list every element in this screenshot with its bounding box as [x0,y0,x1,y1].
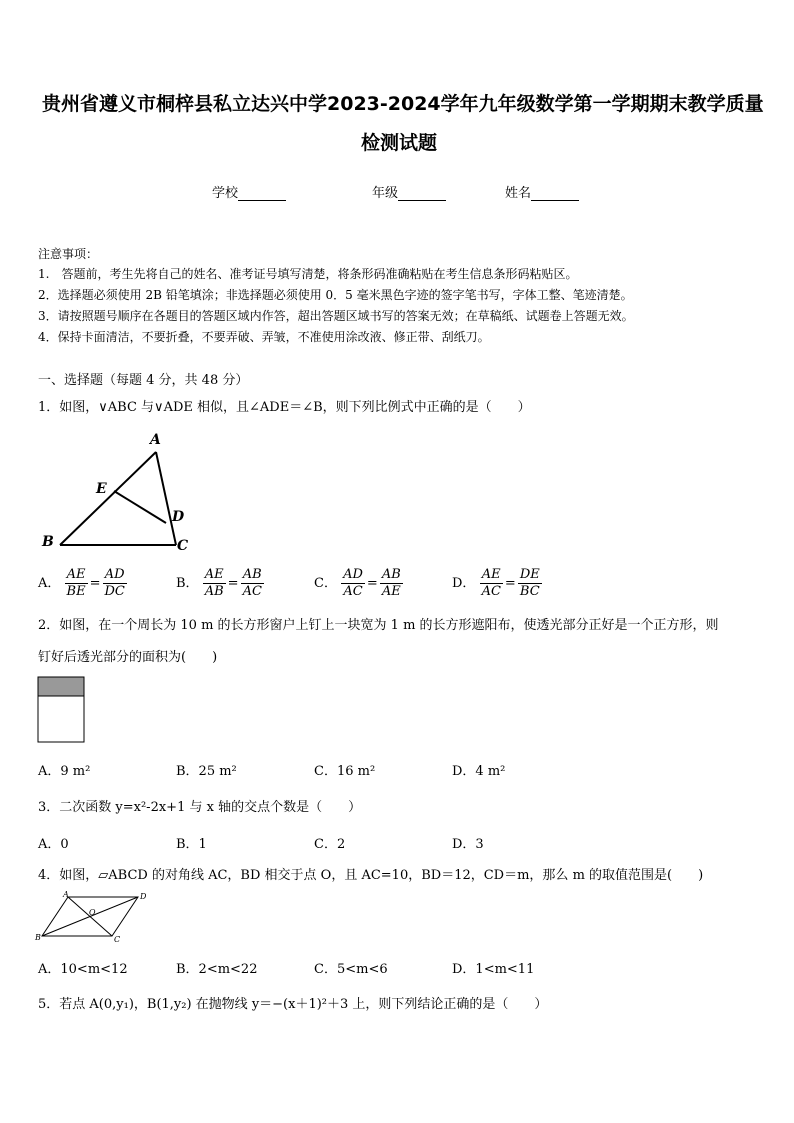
q4-option-c[interactable]: C．5<m<6 [314,962,388,977]
q1-option-b[interactable]: B． $\frac{AE}{AB}$ = $\frac{AB}{AC}$ [176,567,262,599]
q4-stem: 4．如图，▱ABCD 的对角线 AC，BD 相交于点 O，且 AC=10，BD＝12，CD＝m，那么 m 的取值范围是( ) [38,868,704,883]
q2-window-figure [37,676,87,746]
segment-ed [114,491,166,523]
label-o: O [89,908,96,917]
q1-triangle-figure [30,425,200,557]
side-ba [60,452,156,545]
triangle-lines [60,452,176,545]
label-e: E [96,481,107,497]
q2-option-b[interactable]: B．25 m² [176,764,237,779]
q3-option-c[interactable]: C．2 [314,837,346,852]
label-d: D [172,509,185,525]
q2-stem-line1: 2．如图，在一个周长为 10 m 的长方形窗户上钉上一块宽为 1 m 的长方形遮阳布，使透光部分正好是一个正方形，则 [38,618,719,633]
shade-cloth [38,677,84,696]
name-label: 姓名 [505,186,532,201]
grade-field[interactable] [372,182,446,201]
q4-option-a[interactable]: A．10<m<12 [38,962,128,977]
label-a: A [150,432,161,448]
q2-option-a[interactable]: A．9 m² [38,764,91,779]
q3-option-a[interactable]: A．0 [38,837,69,852]
label-b: B [35,933,41,942]
note-item-2: 2．选择题必须使用 2B 铅笔填涂；非选择题必须使用 0．5 毫米黑色字迹的签字笔书写，字体工整、笔迹清楚。 [38,288,633,302]
q3-stem: 3．二次函数 y=x²-2x+1 与 x 轴的交点个数是（ ） [38,800,362,815]
name-blank[interactable] [531,188,579,201]
q3-option-b[interactable]: B．1 [176,837,207,852]
q3-option-d[interactable]: D．3 [452,837,484,852]
label-b: B [42,534,54,550]
section-heading: 一、选择题（每题 4 分，共 48 分） [38,373,249,388]
label-c: C [114,935,121,944]
label-c: C [177,538,189,554]
grade-label: 年级 [372,186,399,201]
q1-option-d[interactable]: D． $\frac{AE}{AC}$ = $\frac{DE}{BC}$ [452,567,540,599]
q2-option-d[interactable]: D．4 m² [452,764,506,779]
note-item-1: 1. 答题前，考生先将自己的姓名、准考证号填写清楚，将条形码准确粘贴在考生信息条形码粘贴区。 [38,267,578,281]
q4-option-d[interactable]: D．1<m<11 [452,962,535,977]
school-blank[interactable] [238,188,286,201]
q4-option-b[interactable]: B．2<m<22 [176,962,258,977]
name-field[interactable] [505,182,579,201]
q4-parallelogram-figure [34,890,152,944]
q1-option-c[interactable]: C． $\frac{AD}{AC}$ = $\frac{AB}{AE}$ [314,567,401,599]
grade-blank[interactable] [398,188,446,201]
page-title-line1: 贵州省遵义市桐梓县私立达兴中学2023-2024学年九年级数学第一学期期末教学质量 [42,93,764,115]
side-ac [156,452,176,545]
note-item-4: 4．保持卡面清洁，不要折叠，不要弄破、弄皱，不准使用涂改液、修正带、刮纸刀。 [38,330,490,344]
label-a: A [63,890,69,899]
label-d: D [140,892,147,901]
q2-option-c[interactable]: C．16 m² [314,764,376,779]
notes-heading: 注意事项： [38,247,99,261]
q1-stem: 1．如图，∨ABC 与∨ADE 相似，且∠ADE＝∠B，则下列比例式中正确的是（ ） [38,400,531,415]
page-title-line2: 检测试题 [361,132,438,154]
q5-stem: 5．若点 A(0,y₁)，B(1,y₂) 在抛物线 y＝−(x＋1)²＋3 上，则下列结论正确的是（ ） [38,997,548,1012]
school-field[interactable] [212,182,286,201]
note-item-3: 3．请按照题号顺序在各题目的答题区域内作答，超出答题区域书写的答案无效；在草稿纸、试题卷上答题无效。 [38,309,634,323]
q2-stem-line2: 钉好后透光部分的面积为( ) [38,650,218,665]
q1-option-a[interactable]: A． $\frac{AE}{BE}$ = $\frac{AD}{DC}$ [38,567,125,599]
school-label: 学校 [212,186,239,201]
